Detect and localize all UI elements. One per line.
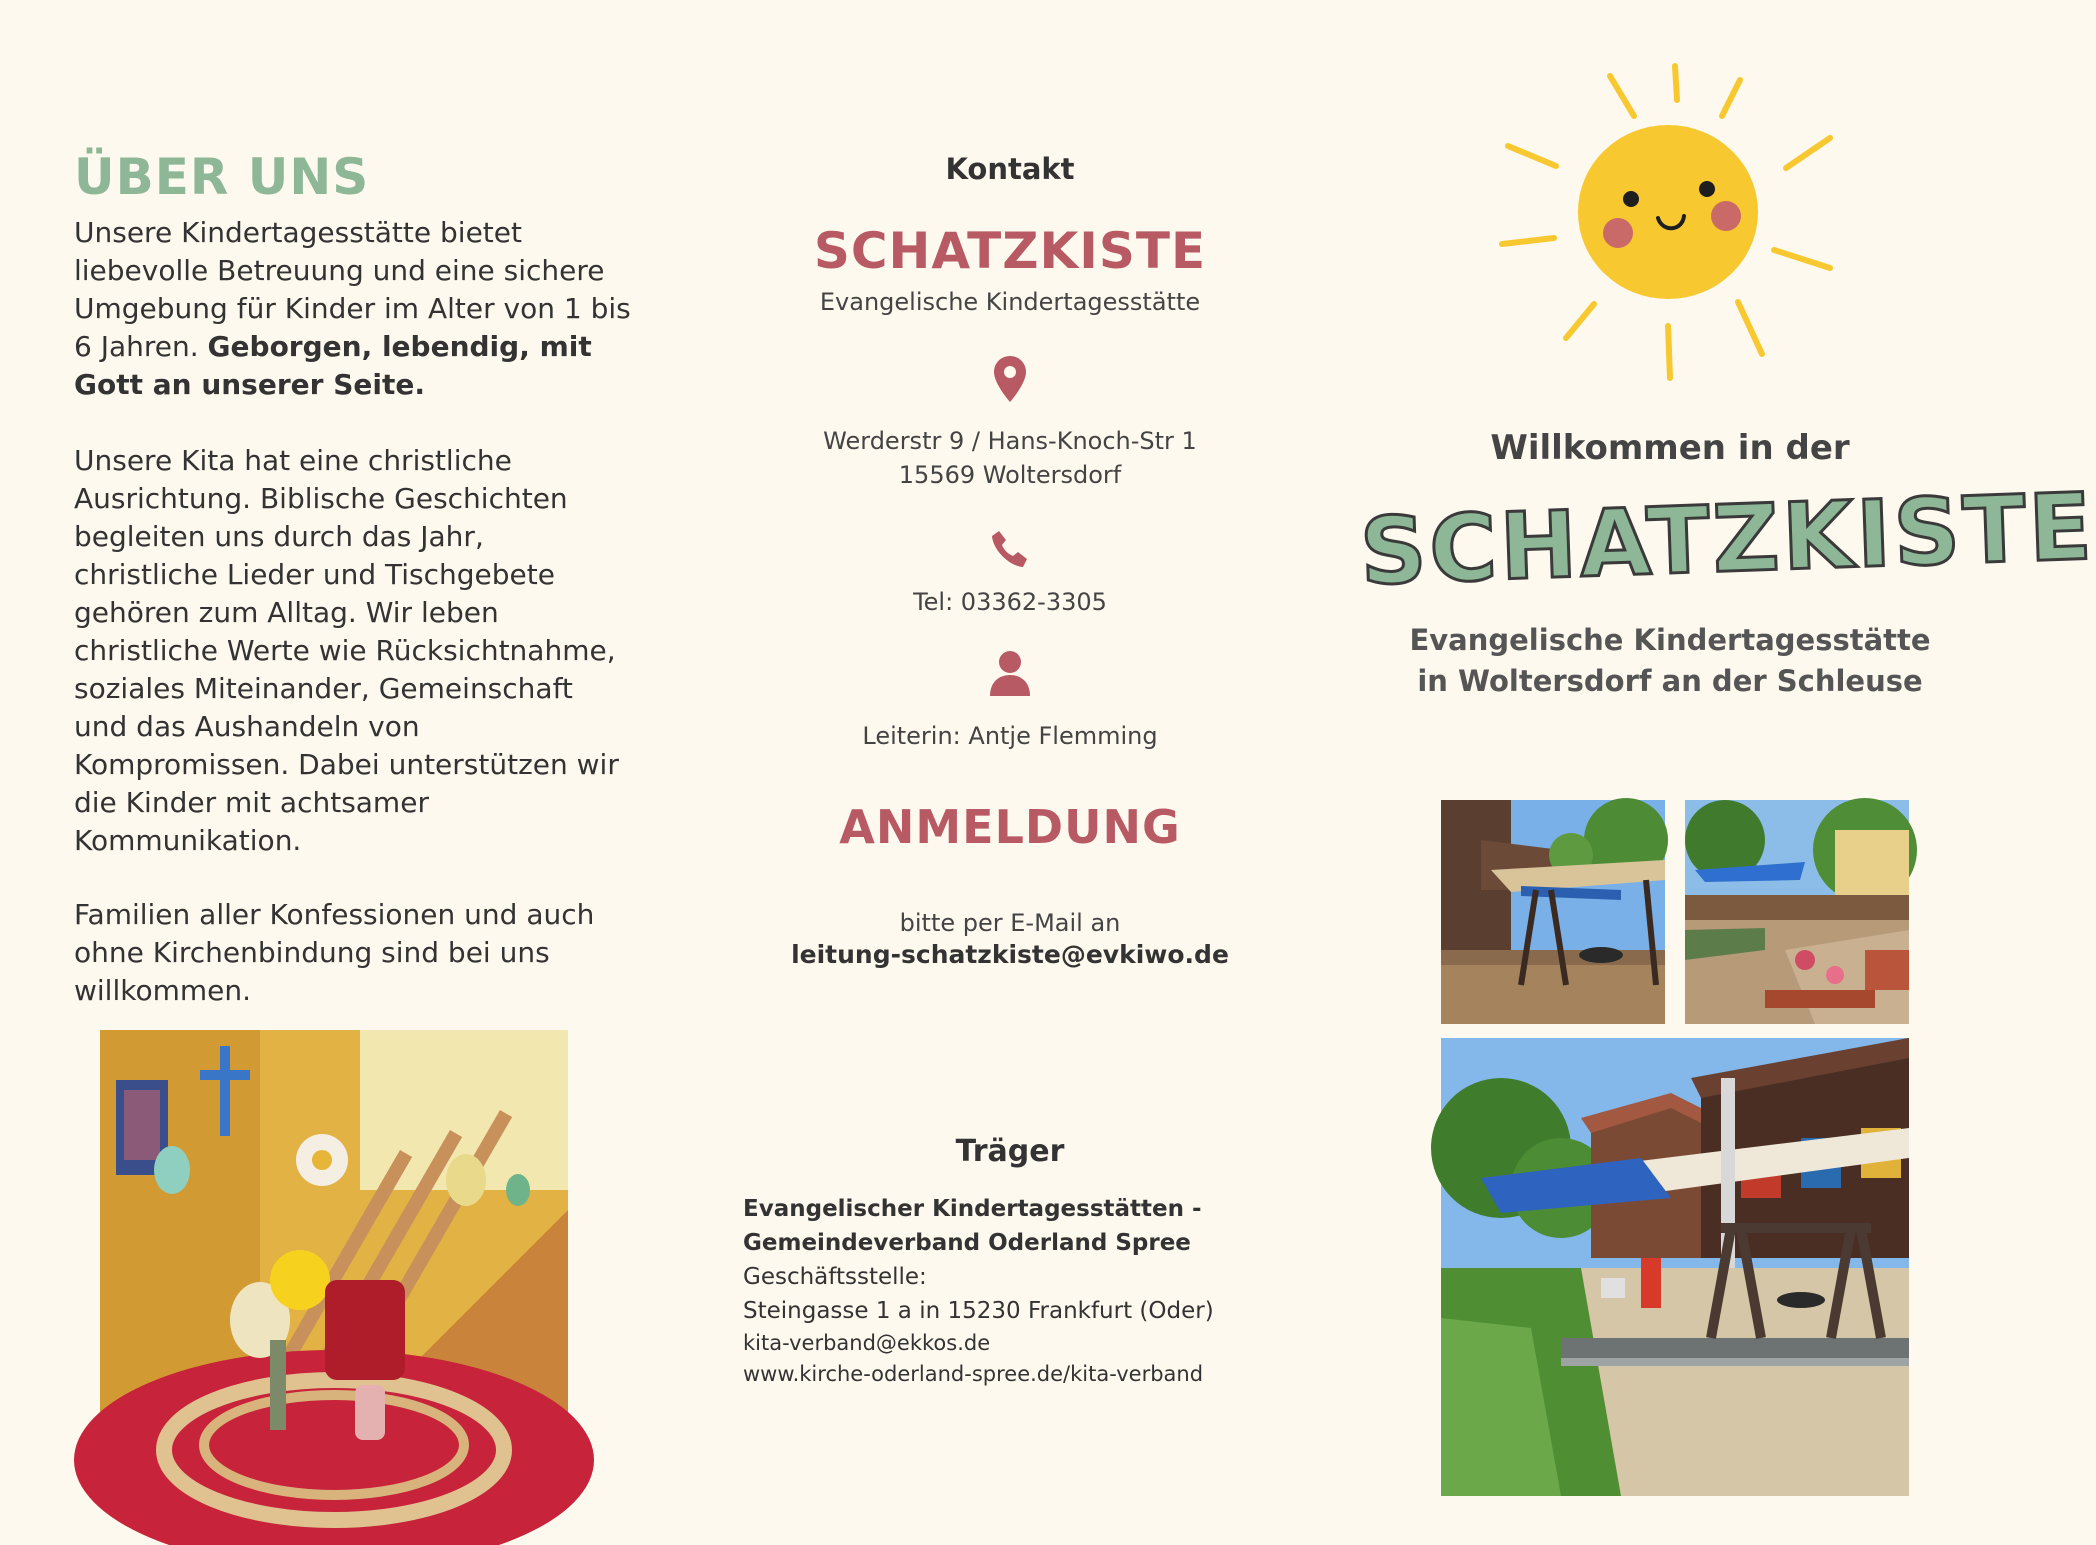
address-street: Werderstr 9 / Hans-Knoch-Str 1	[823, 427, 1197, 455]
signup-email-link[interactable]: leitung-schatzkiste@evkiwo.de	[791, 940, 1229, 969]
leader-name: Leiterin: Antje Flemming	[862, 722, 1158, 750]
about-motto: Geborgen, lebendig, mit Gott an unserer Seite.	[74, 330, 592, 401]
about-paragraph-families: Familien aller Konfessionen und auch ohne Kirchenbindung sind bei uns willkommen.	[74, 898, 595, 1007]
about-intro-text: Unsere Kindertagesstätte bietet liebevolle Betreuung und eine sichere Umgebung für Kinder im Alter von 1 bis 6 Jahren.	[74, 216, 631, 363]
signup-note: bitte per E-Mail an	[899, 909, 1121, 937]
carrier-email-link[interactable]: kita-verband@ekkos.de	[743, 1331, 991, 1355]
brand-name-cover: SCHATZKISTE	[1358, 473, 2096, 606]
person-icon	[975, 644, 1045, 702]
brand-name-contact: SCHATZKISTE	[813, 222, 1207, 280]
carrier-name-line2: Gemeindeverband Oderland Spree	[743, 1230, 1191, 1256]
playground-swing-photo	[1441, 800, 1665, 1024]
about-paragraph-christian: Unsere Kita hat eine christliche Ausrichtung. Biblische Geschichten begleiten uns durch das Jahr, christliche Lieder und Tischgebete gehören zum Alltag. Wir leben christliche Werte wie Rücksichtnahme, soziales Miteinander, Gemeinschaft und das Aushandeln von Kompromissen. Dabei unterstützen wir die Kinder mit achtsamer Kommunikation.	[74, 444, 619, 857]
carrier-office-label: Geschäftsstelle:	[743, 1264, 927, 1290]
carrier-office-address: Steingasse 1 a in 15230 Frankfurt (Oder)	[743, 1298, 1214, 1324]
about-paragraph-intro	[74, 214, 634, 404]
kita-building-photo	[1441, 1038, 1909, 1496]
welcome-line: Willkommen in der	[1490, 428, 1850, 468]
signup-heading: ANMELDUNG	[839, 800, 1181, 854]
phone-number[interactable]: Tel: 03362-3305	[913, 588, 1107, 616]
carrier-details	[743, 1192, 1303, 1390]
address-city: 15569 Woltersdorf	[898, 461, 1122, 489]
easter-decoration-photo	[100, 1030, 568, 1498]
garden-photo	[1685, 800, 1909, 1024]
carrier-name-line1: Evangelischer Kindertagesstätten -	[743, 1196, 1202, 1222]
cover-subtitle-line2: in Woltersdorf an der Schleuse	[1417, 664, 1923, 698]
location-pin-icon	[975, 350, 1045, 408]
brand-subtitle-contact: Evangelische Kindertagesstätte	[819, 288, 1201, 316]
cover-subtitle-line1: Evangelische Kindertagesstätte	[1409, 623, 1931, 657]
carrier-website-link[interactable]: www.kirche-oderland-spree.de/kita-verband	[743, 1362, 1204, 1386]
contact-heading: Kontakt	[945, 152, 1075, 186]
carrier-heading: Träger	[955, 1134, 1065, 1169]
smiling-sun-icon	[1490, 58, 1850, 388]
about-heading: ÜBER UNS	[74, 148, 370, 206]
address	[700, 424, 1320, 492]
phone-icon	[975, 520, 1045, 578]
cover-subtitle	[1370, 620, 1970, 702]
